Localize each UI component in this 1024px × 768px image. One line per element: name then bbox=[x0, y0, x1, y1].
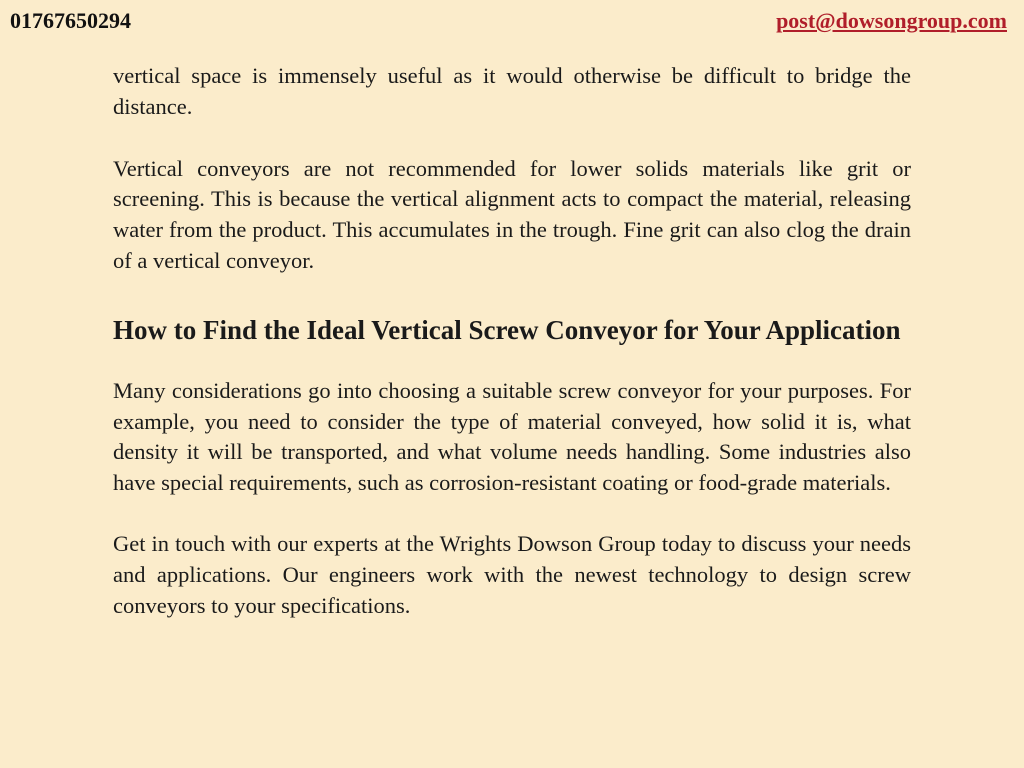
article-body bbox=[113, 60, 911, 621]
paragraph: Get in touch with our experts at the Wrights Dowson Group today to discuss your needs and applications. Our engineers work with the newest technology to design screw conveyors to your specifications. bbox=[113, 530, 911, 618]
phone-number: 01767650294 bbox=[10, 8, 131, 33]
page-header bbox=[10, 8, 1007, 38]
email-link[interactable]: post@dowsongroup.com bbox=[776, 8, 1007, 33]
paragraph: Vertical conveyors are not recommended for lower solids materials like grit or screening. This is because the vertical alignment acts to compact the material, releasing water from the product. This accumulates in the trough. Fine grit can also clog the drain of a vertical conveyor. bbox=[113, 155, 911, 273]
paragraph: Many considerations go into choosing a suitable screw conveyor for your purposes. For example, you need to consider the type of material conveyed, how solid it is, what density it will be transported, and what volume needs handling. Some industries also have special requirements, such as corrosion-resistant coating or food-grade materials. bbox=[113, 377, 911, 496]
section-heading: How to Find the Ideal Vertical Screw Conveyor for Your Application bbox=[113, 314, 901, 345]
paragraph: vertical space is immensely useful as it would otherwise be difficult to bridge the distance. bbox=[113, 63, 911, 119]
